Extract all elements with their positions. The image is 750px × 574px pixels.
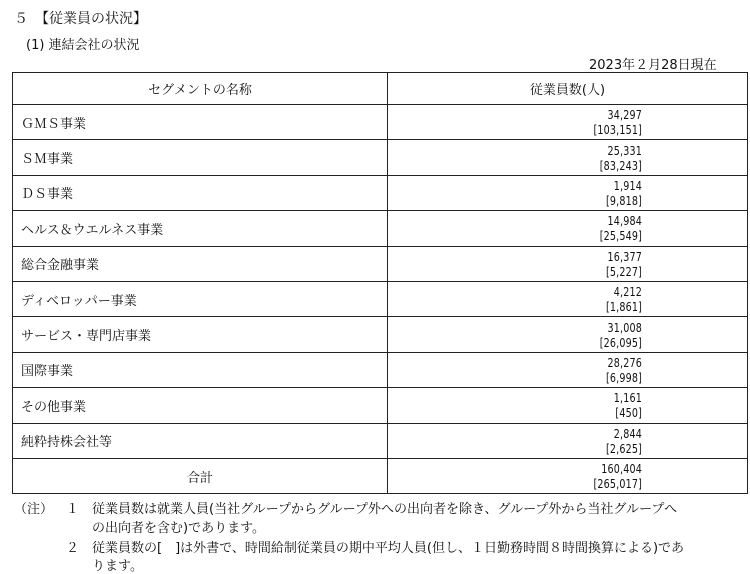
temporary-employee-count: [450] [615, 405, 642, 421]
temporary-employee-count: [83,243] [599, 157, 642, 173]
note-1-line1: 従業員数は就業人員(当社グループからグループ外への出向者を除き、グループ外から当社グループへ [92, 502, 678, 517]
section-title: ５ 【従業員の状況】 [14, 11, 147, 27]
table-row [13, 140, 748, 175]
temporary-employee-count: [6,998] [605, 369, 642, 385]
segment-name: その他事業 [13, 388, 388, 423]
employee-count: 1,914 [613, 177, 642, 193]
employee-count: 1,161 [613, 390, 642, 406]
temporary-employee-count: [265,017] [593, 476, 642, 492]
employee-count-cell [388, 352, 748, 387]
employee-table [12, 72, 748, 494]
table-row [13, 175, 748, 210]
temporary-employee-count: [5,227] [605, 263, 642, 279]
segment-name: ＧＭＳ事業 [13, 105, 388, 140]
segment-name: ヘルス＆ウエルネス事業 [13, 211, 388, 246]
temporary-employee-count: [2,625] [605, 440, 642, 456]
note-1-line2: の出向者を含む)であります。 [92, 521, 266, 536]
note-2-line2: ります。 [92, 559, 143, 574]
employee-count: 2,844 [613, 425, 642, 441]
employee-count-cell [388, 423, 748, 458]
employee-count-cell [388, 317, 748, 352]
segment-name: 純粋持株会社等 [13, 423, 388, 458]
note-2-line1: 従業員数の[ ]は外書で、時間給制従業員の期中平均人員(但し、１日勤務時間８時間換算による)であ [92, 541, 685, 556]
employee-count-cell [388, 246, 748, 281]
temporary-employee-count: [1,861] [605, 299, 642, 315]
table-row [13, 105, 748, 140]
as-of-date: 2023年２月28日現在 [589, 58, 717, 73]
segment-name: 国際事業 [13, 352, 388, 387]
segment-name: ＤＳ事業 [13, 175, 388, 210]
employee-count: 4,212 [613, 284, 642, 300]
employee-count: 31,008 [607, 319, 642, 335]
table-row [13, 317, 748, 352]
table-row [13, 281, 748, 316]
table-row [13, 211, 748, 246]
employee-count-cell [388, 105, 748, 140]
segment-name: ディベロッパー事業 [13, 281, 388, 316]
employee-count: 28,276 [607, 354, 642, 370]
employee-count-cell [388, 388, 748, 423]
temporary-employee-count: [25,549] [599, 228, 642, 244]
temporary-employee-count: [9,818] [605, 192, 642, 208]
segment-name: 総合金融事業 [13, 246, 388, 281]
note-1-number: １ [66, 502, 80, 517]
temporary-employee-count: [26,095] [599, 334, 642, 350]
employee-count: 34,297 [607, 107, 642, 123]
table-header-row [13, 73, 748, 105]
segment-name: サービス・専門店事業 [13, 317, 388, 352]
note-prefix: （注） [14, 502, 54, 517]
subsection-title: (1) 連結会社の状況 [26, 38, 140, 53]
table-row [13, 352, 748, 387]
segment-name: 合計 [13, 458, 388, 493]
employee-count: 16,377 [607, 248, 642, 264]
employee-count-cell [388, 140, 748, 175]
table-row [13, 246, 748, 281]
employee-count: 160,404 [601, 461, 642, 477]
employee-count-cell [388, 458, 748, 493]
employee-count-cell [388, 281, 748, 316]
table-row [13, 423, 748, 458]
employee-count: 14,984 [607, 213, 642, 229]
employee-count-cell [388, 175, 748, 210]
segment-name: ＳＭ事業 [13, 140, 388, 175]
total-row [13, 458, 748, 493]
temporary-employee-count: [103,151] [593, 122, 642, 138]
note-2-number: ２ [66, 541, 80, 556]
header-segment: セグメントの名称 [13, 73, 388, 105]
table-row [13, 388, 748, 423]
employee-count: 25,331 [607, 142, 642, 158]
header-employees: 従業員数(人) [388, 73, 748, 105]
employee-count-cell [388, 211, 748, 246]
